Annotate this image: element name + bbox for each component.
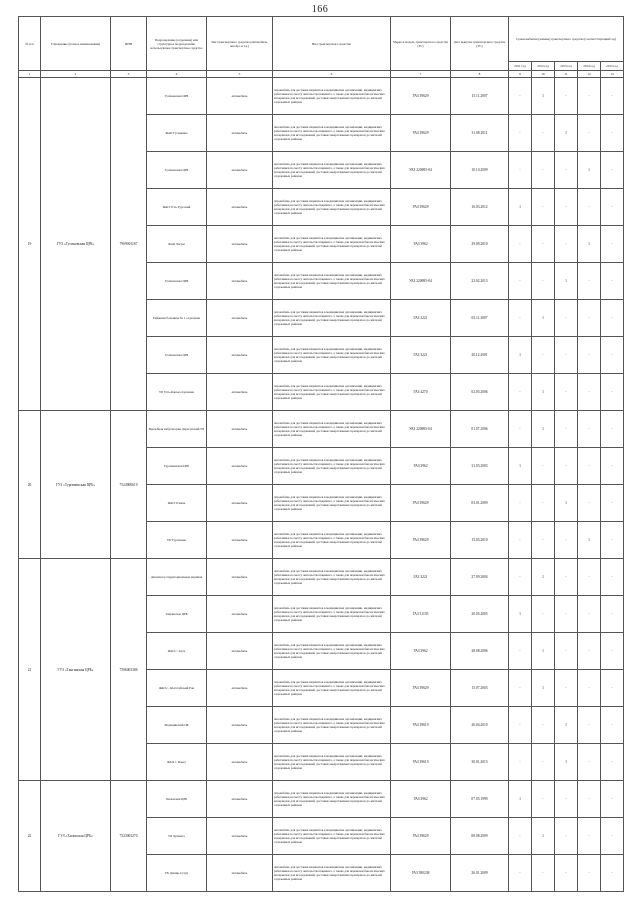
- subdivision-cell: ФАП с. Ильгу: [147, 744, 207, 781]
- subdivision-cell: Гусиновская ЦРБ: [147, 337, 207, 374]
- vehicle-type-cell: автомобиль: [207, 818, 273, 855]
- year-cell: -: [532, 337, 555, 374]
- year-cell: -: [532, 485, 555, 522]
- year-cell: -: [555, 448, 578, 485]
- year-cell: -: [578, 300, 601, 337]
- year-cell: -: [509, 374, 532, 411]
- year-cell: -: [601, 300, 624, 337]
- date-cell: 26.04.2010: [451, 707, 509, 744]
- date-cell: 23.02.2013: [451, 263, 509, 300]
- year-cell: -: [601, 374, 624, 411]
- date-cell: 16.03.2012: [451, 189, 509, 226]
- page-number: 166: [311, 4, 329, 15]
- year-cell: -: [555, 226, 578, 263]
- purpose-cell: автомобиль для доставки пациентов в медицинские организации, медицинских работников по месту жительства пациента, а также для перевозки биологических материалов для исследований, доставки лекарственных препаратов до жителей отдаленных районов: [273, 152, 391, 189]
- date-cell: 27.09.2004: [451, 559, 509, 596]
- year-cell: -: [601, 818, 624, 855]
- subdivision-cell: Врачебная амбулатория Дарасунский УБ: [147, 411, 207, 448]
- header-n: № п/п: [19, 17, 41, 71]
- year-cell: -: [601, 448, 624, 485]
- table-row: [19, 559, 624, 596]
- year-cell: 1: [578, 226, 601, 263]
- purpose-cell: автомобиль для доставки пациентов в медицинские организации, медицинских работников по месту жительства пациента, а также для перевозки биологических материалов для исследований, доставки лекарственных препаратов до жителей отдаленных районов: [273, 411, 391, 448]
- year-cell: 1: [532, 374, 555, 411]
- table-body: [19, 78, 624, 892]
- purpose-cell: автомобиль для доставки пациентов в медицинские организации, медицинских работников по месту жительства пациента, а также для перевозки биологических материалов для исследований, доставки лекарственных препаратов до жителей отдаленных районов: [273, 670, 391, 707]
- col-number: 10: [532, 71, 555, 78]
- vehicle-type-cell: автомобиль: [207, 448, 273, 485]
- institution-inn: 7523003270: [111, 781, 147, 892]
- year-cell: -: [578, 374, 601, 411]
- year-cell: -: [509, 559, 532, 596]
- model-cell: УАЗ 39629: [391, 818, 451, 855]
- purpose-cell: автомобиль для доставки пациентов в медицинские организации, медицинских работников по месту жительства пациента, а также для перевозки биологических материалов для исследований, доставки лекарственных препаратов до жителей отдаленных районов: [273, 189, 391, 226]
- year-cell: 1: [532, 559, 555, 596]
- year-cell: 1: [532, 411, 555, 448]
- date-cell: 01.07.2006: [451, 411, 509, 448]
- year-cell: -: [532, 226, 555, 263]
- model-cell: ГАЗ 3221: [391, 337, 451, 374]
- purpose-cell: автомобиль для доставки пациентов в медицинские организации, медицинских работников по месту жительства пациента, а также для перевозки биологических материалов для исследований, доставки лекарственных препаратов до жителей отдаленных районов: [273, 226, 391, 263]
- year-cell: 1: [509, 781, 532, 818]
- purpose-cell: автомобиль для доставки пациентов в медицинские организации, медицинских работников по месту жительства пациента, а также для перевозки биологических материалов для исследований, доставки лекарственных препаратов до жителей отдаленных районов: [273, 744, 391, 781]
- date-cell: 20.12.2001: [451, 337, 509, 374]
- year-cell: -: [601, 522, 624, 559]
- date-cell: 15.03.2010: [451, 522, 509, 559]
- model-cell: УАЗ 39619: [391, 707, 451, 744]
- vehicle-type-cell: автомобиль: [207, 189, 273, 226]
- year-cell: -: [509, 818, 532, 855]
- institution-inn: 7524000619: [111, 411, 147, 559]
- vehicle-type-cell: автомобиль: [207, 855, 273, 892]
- year-cell: -: [578, 485, 601, 522]
- vehicle-type-cell: автомобиль: [207, 633, 273, 670]
- year-cell: -: [509, 78, 532, 115]
- model-cell: УАЗ 220695-04: [391, 152, 451, 189]
- header-model: Марка и модель транспортного средства (ТС): [391, 17, 451, 71]
- year-cell: 1: [532, 670, 555, 707]
- purpose-cell: автомобиль для доставки пациентов в медицинские организации, медицинских работников по месту жительства пациента, а также для перевозки биологических материалов для исследований, доставки лекарственных препаратов до жителей отдаленных районов: [273, 707, 391, 744]
- vehicle-type-cell: автомобиль: [207, 263, 273, 300]
- purpose-cell: автомобиль для доставки пациентов в медицинские организации, медицинских работников по месту жительства пациента, а также для перевозки биологических материалов для исследований, доставки лекарственных препаратов до жителей отдаленных районов: [273, 115, 391, 152]
- model-cell: УАЗ 39629: [391, 485, 451, 522]
- purpose-cell: автомобиль для доставки пациентов в медицинские организации, медицинских работников по месту жительства пациента, а также для перевозки биологических материалов для исследований, доставки лекарственных препаратов до жителей отдаленных районов: [273, 522, 391, 559]
- date-cell: 30.01.2013: [451, 744, 509, 781]
- year-cell: 1: [509, 189, 532, 226]
- year-cell: -: [578, 115, 601, 152]
- year-cell: 1: [509, 596, 532, 633]
- header-purpose: Вид транспортного средства: [273, 17, 391, 71]
- col-number: 3: [111, 71, 147, 78]
- year-cell: -: [601, 596, 624, 633]
- purpose-cell: автомобиль для доставки пациентов в медицинские организации, медицинских работников по месту жительства пациента, а также для перевозки биологических материалов для исследований, доставки лекарственных препаратов до жителей отдаленных районов: [273, 263, 391, 300]
- year-cell: -: [601, 78, 624, 115]
- institution-inn: 7506003386: [111, 559, 147, 781]
- subdivision-cell: УБ Усть-Каръи отделение: [147, 374, 207, 411]
- year-cell: -: [532, 115, 555, 152]
- vehicle-type-cell: автомобиль: [207, 744, 273, 781]
- vehicle-type-cell: автомобиль: [207, 707, 273, 744]
- column-number-row: [19, 71, 624, 78]
- row-number: 20: [19, 411, 41, 559]
- col-number: 9: [509, 71, 532, 78]
- subdivision-cell: Гусиновская ЦРБ: [147, 78, 207, 115]
- header-institution: Учреждение (полное наименование): [41, 17, 111, 71]
- subdivision-cell: Хилокская ЦРБ: [147, 781, 207, 818]
- year-cell: -: [578, 263, 601, 300]
- purpose-cell: автомобиль для доставки пациентов в медицинские организации, медицинских работников по месту жительства пациента, а также для перевозки биологических материалов для исследований, доставки лекарственных препаратов до жителей отдаленных районов: [273, 596, 391, 633]
- date-cell: 08.08.2009: [451, 818, 509, 855]
- col-number: 4: [147, 71, 207, 78]
- year-cell: -: [532, 263, 555, 300]
- model-cell: ГАЗ 4270: [391, 374, 451, 411]
- purpose-cell: автомобиль для доставки пациентов в медицинские организации, медицинских работников по месту жительства пациента, а также для перевозки биологических материалов для исследований, доставки лекарственных препаратов до жителей отдаленных районов: [273, 485, 391, 522]
- year-cell: -: [578, 855, 601, 892]
- year-cell: 1: [532, 300, 555, 337]
- vehicle-type-cell: автомобиль: [207, 115, 273, 152]
- year-cell: -: [601, 189, 624, 226]
- vehicle-type-cell: автомобиль: [207, 411, 273, 448]
- year-cell: 1: [532, 78, 555, 115]
- header-year: 2011 год: [509, 62, 532, 71]
- col-number: 2: [41, 71, 111, 78]
- vehicle-table: [18, 16, 624, 892]
- vehicle-type-cell: автомобиль: [207, 337, 273, 374]
- model-cell: УАЗ 39619: [391, 744, 451, 781]
- subdivision-cell: Медицинский ЦБ: [147, 707, 207, 744]
- table-row: [19, 78, 624, 115]
- year-cell: -: [509, 300, 532, 337]
- year-cell: -: [555, 374, 578, 411]
- vehicle-type-cell: автомобиль: [207, 559, 273, 596]
- col-number: 8: [451, 71, 509, 78]
- vehicle-type-cell: автомобиль: [207, 300, 273, 337]
- purpose-cell: автомобиль для доставки пациентов в медицинские организации, медицинских работников по месту жительства пациента, а также для перевозки биологических материалов для исследований, доставки лекарственных препаратов до жителей отдаленных районов: [273, 337, 391, 374]
- year-cell: -: [532, 448, 555, 485]
- model-cell: УАЗ 3962: [391, 226, 451, 263]
- model-cell: УАЗ 390238: [391, 855, 451, 892]
- subdivision-cell: УБ Хушенга: [147, 818, 207, 855]
- row-number: 19: [19, 78, 41, 411]
- row-number: 21: [19, 559, 41, 781]
- header-year: 2012 год: [532, 62, 555, 71]
- year-cell: -: [532, 855, 555, 892]
- year-cell: -: [578, 337, 601, 374]
- subdivision-cell: ФАП с. Абагатуйский Рон: [147, 670, 207, 707]
- year-cell: -: [601, 115, 624, 152]
- year-cell: -: [578, 781, 601, 818]
- year-cell: -: [555, 337, 578, 374]
- subdivision-cell: Районная больница № 1 отделение: [147, 300, 207, 337]
- year-cell: 1: [578, 152, 601, 189]
- year-cell: 1: [555, 744, 578, 781]
- subdivision-cell: УБ Дешир-Сутур: [147, 855, 207, 892]
- year-cell: -: [555, 781, 578, 818]
- year-cell: -: [509, 115, 532, 152]
- institution-name: ГУЗ «Тургенинская ЦРБ»: [41, 411, 111, 559]
- year-cell: -: [555, 152, 578, 189]
- year-cell: -: [578, 78, 601, 115]
- year-cell: -: [509, 633, 532, 670]
- model-cell: УАЗ 39629: [391, 115, 451, 152]
- date-cell: 02.05.2006: [451, 374, 509, 411]
- year-cell: -: [555, 596, 578, 633]
- col-number: 5: [207, 71, 273, 78]
- model-cell: УАЗ 39629: [391, 670, 451, 707]
- purpose-cell: автомобиль для доставки пациентов в медицинские организации, медицинских работников по месту жительства пациента, а также для перевозки биологических материалов для исследований, доставки лекарственных препаратов до жителей отдаленных районов: [273, 559, 391, 596]
- purpose-cell: автомобиль для доставки пациентов в медицинские организации, медицинских работников по месту жительства пациента, а также для перевозки биологических материалов для исследований, доставки лекарственных препаратов до жителей отдаленных районов: [273, 818, 391, 855]
- col-number: 7: [391, 71, 451, 78]
- subdivision-cell: ФАП Усть-Тургский: [147, 189, 207, 226]
- year-cell: -: [578, 818, 601, 855]
- year-cell: 1: [555, 263, 578, 300]
- year-cell: -: [555, 855, 578, 892]
- year-cell: -: [532, 744, 555, 781]
- year-cell: 1: [555, 485, 578, 522]
- date-cell: 29.09.2010: [451, 226, 509, 263]
- date-cell: 28.08.2006: [451, 633, 509, 670]
- model-cell: УАЗ 3962: [391, 633, 451, 670]
- year-cell: 1: [555, 115, 578, 152]
- col-number: 13: [601, 71, 624, 78]
- year-cell: -: [532, 781, 555, 818]
- year-cell: -: [578, 596, 601, 633]
- year-cell: -: [509, 522, 532, 559]
- institution-name: ГУЗ «Хилокская ЦРБ»: [41, 781, 111, 892]
- purpose-cell: автомобиль для доставки пациентов в медицинские организации, медицинских работников по месту жительства пациента, а также для перевозки биологических материалов для исследований, доставки лекарственных препаратов до жителей отдаленных районов: [273, 855, 391, 892]
- date-cell: 10.10.2009: [451, 152, 509, 189]
- institution-inn: 7909001167: [111, 78, 147, 411]
- year-cell: -: [509, 485, 532, 522]
- model-cell: УАЗ 3962: [391, 781, 451, 818]
- model-cell: УАЗ 39629: [391, 78, 451, 115]
- header-years-group: Сроки выбытия (замены) транспортного средства (соответствующий год): [509, 17, 624, 62]
- year-cell: -: [509, 226, 532, 263]
- year-cell: -: [509, 411, 532, 448]
- col-number: 6: [273, 71, 391, 78]
- vehicle-type-cell: автомобиль: [207, 485, 273, 522]
- year-cell: -: [601, 559, 624, 596]
- year-cell: -: [532, 152, 555, 189]
- year-cell: -: [601, 781, 624, 818]
- year-cell: -: [601, 263, 624, 300]
- date-cell: 07.05.1999: [451, 781, 509, 818]
- vehicle-type-cell: автомобиль: [207, 596, 273, 633]
- subdivision-cell: УБ Тургенино: [147, 522, 207, 559]
- year-cell: -: [578, 707, 601, 744]
- header-year: 2014 год: [578, 62, 601, 71]
- year-cell: 1: [532, 633, 555, 670]
- model-cell: УАЗ 39629: [391, 522, 451, 559]
- col-number: 1: [19, 71, 41, 78]
- purpose-cell: автомобиль для доставки пациентов в медицинские организации, медицинских работников по месту жительства пациента, а также для перевозки биологических материалов для исследований, доставки лекарственных препаратов до жителей отдаленных районов: [273, 374, 391, 411]
- purpose-cell: автомобиль для доставки пациентов в медицинские организации, медицинских работников по месту жительства пациента, а также для перевозки биологических материалов для исследований, доставки лекарственных препаратов до жителей отдаленных районов: [273, 633, 391, 670]
- year-cell: 1: [555, 707, 578, 744]
- table-row: [19, 781, 624, 818]
- year-cell: -: [578, 559, 601, 596]
- year-cell: -: [555, 300, 578, 337]
- purpose-cell: автомобиль для доставки пациентов в медицинские организации, медицинских работников по месту жительства пациента, а также для перевозки биологических материалов для исследований, доставки лекарственных препаратов до жителей отдаленных районов: [273, 781, 391, 818]
- vehicle-type-cell: автомобиль: [207, 522, 273, 559]
- year-cell: -: [578, 411, 601, 448]
- year-cell: 1: [578, 522, 601, 559]
- vehicle-type-cell: автомобиль: [207, 374, 273, 411]
- year-cell: -: [532, 189, 555, 226]
- header-year: 2013 год: [555, 62, 578, 71]
- year-cell: 1: [532, 818, 555, 855]
- date-cell: 31.08.2011: [451, 115, 509, 152]
- purpose-cell: автомобиль для доставки пациентов в медицинские организации, медицинских работников по месту жительства пациента, а также для перевозки биологических материалов для исследований, доставки лекарственных препаратов до жителей отдаленных районов: [273, 300, 391, 337]
- model-cell: ГАЗ 3221: [391, 559, 451, 596]
- year-cell: -: [601, 152, 624, 189]
- date-cell: 03.01.2009: [451, 485, 509, 522]
- date-cell: 31.03.2003: [451, 448, 509, 485]
- header-subdivision: Подразделение (отделение) или структурное подразделение, использующее транспортное средство: [147, 17, 207, 71]
- subdivision-cell: Тангинская ЦРБ: [147, 596, 207, 633]
- year-cell: -: [555, 633, 578, 670]
- row-number: 22: [19, 781, 41, 892]
- model-cell: УАЗ 220695-04: [391, 411, 451, 448]
- year-cell: -: [555, 818, 578, 855]
- vehicle-type-cell: автомобиль: [207, 152, 273, 189]
- year-cell: -: [601, 411, 624, 448]
- year-cell: -: [578, 448, 601, 485]
- subdivision-cell: Гусиновская ЦРБ: [147, 152, 207, 189]
- year-cell: -: [601, 485, 624, 522]
- year-cell: -: [509, 263, 532, 300]
- year-cell: -: [509, 707, 532, 744]
- year-cell: -: [555, 78, 578, 115]
- year-cell: -: [555, 189, 578, 226]
- subdivision-cell: Диспансер территориальных медиков: [147, 559, 207, 596]
- model-cell: УАЗ 39629: [391, 189, 451, 226]
- model-cell: УАЗ 3962: [391, 448, 451, 485]
- year-cell: -: [601, 337, 624, 374]
- header-inn: ИНН: [111, 17, 147, 71]
- vehicle-type-cell: автомобиль: [207, 78, 273, 115]
- vehicle-type-cell: автомобиль: [207, 226, 273, 263]
- year-cell: -: [509, 152, 532, 189]
- year-cell: -: [601, 707, 624, 744]
- date-cell: 03.11.2007: [451, 300, 509, 337]
- subdivision-cell: ФАП с. Арта: [147, 633, 207, 670]
- year-cell: -: [555, 559, 578, 596]
- year-cell: -: [578, 670, 601, 707]
- year-cell: -: [555, 670, 578, 707]
- date-cell: 15.07.2003: [451, 670, 509, 707]
- year-cell: -: [578, 189, 601, 226]
- purpose-cell: автомобиль для доставки пациентов в медицинские организации, медицинских работников по месту жительства пациента, а также для перевозки биологических материалов для исследований, доставки лекарственных препаратов до жителей отдаленных районов: [273, 78, 391, 115]
- year-cell: -: [532, 707, 555, 744]
- model-cell: ГАЗ 3221: [391, 300, 451, 337]
- year-cell: -: [601, 670, 624, 707]
- year-cell: -: [555, 411, 578, 448]
- date-cell: 26.01.2009: [451, 855, 509, 892]
- year-cell: 1: [509, 448, 532, 485]
- header-year: 2015 год: [601, 62, 624, 71]
- subdivision-cell: Гусиновская ЦРБ: [147, 263, 207, 300]
- date-cell: 15.11.2007: [451, 78, 509, 115]
- year-cell: -: [601, 226, 624, 263]
- model-cell: ГАЗ 31105: [391, 596, 451, 633]
- model-cell: УАЗ 220695-04: [391, 263, 451, 300]
- year-cell: -: [601, 855, 624, 892]
- purpose-cell: автомобиль для доставки пациентов в медицинские организации, медицинских работников по месту жительства пациента, а также для перевозки биологических материалов для исследований, доставки лекарственных препаратов до жителей отдаленных районов: [273, 448, 391, 485]
- col-number: 12: [578, 71, 601, 78]
- year-cell: -: [578, 744, 601, 781]
- vehicle-type-cell: автомобиль: [207, 781, 273, 818]
- subdivision-cell: ФАП Усмань: [147, 485, 207, 522]
- header-date: Дата выпуска транспортного средства (ТС): [451, 17, 509, 71]
- institution-name: ГУЗ «Тангинская ЦРБ»: [41, 559, 111, 781]
- institution-name: ГУЗ «Гусиновская ЦРБ»: [41, 78, 111, 411]
- vehicle-type-cell: автомобиль: [207, 670, 273, 707]
- table-row: [19, 411, 624, 448]
- year-cell: -: [509, 670, 532, 707]
- year-cell: -: [601, 744, 624, 781]
- year-cell: -: [509, 744, 532, 781]
- year-cell: -: [532, 522, 555, 559]
- header-vehicle-type: Тип транспортного средства (автомобиль, автобус и т.д.): [207, 17, 273, 71]
- year-cell: -: [555, 522, 578, 559]
- year-cell: -: [532, 596, 555, 633]
- year-cell: -: [509, 855, 532, 892]
- subdivision-cell: Тургенинская ЦРБ: [147, 448, 207, 485]
- date-cell: 20.05.2005: [451, 596, 509, 633]
- year-cell: -: [601, 633, 624, 670]
- col-number: 11: [555, 71, 578, 78]
- year-cell: 1: [509, 337, 532, 374]
- subdivision-cell: ФАП Ласры: [147, 226, 207, 263]
- year-cell: -: [578, 633, 601, 670]
- subdivision-cell: ФАП Гусиновка: [147, 115, 207, 152]
